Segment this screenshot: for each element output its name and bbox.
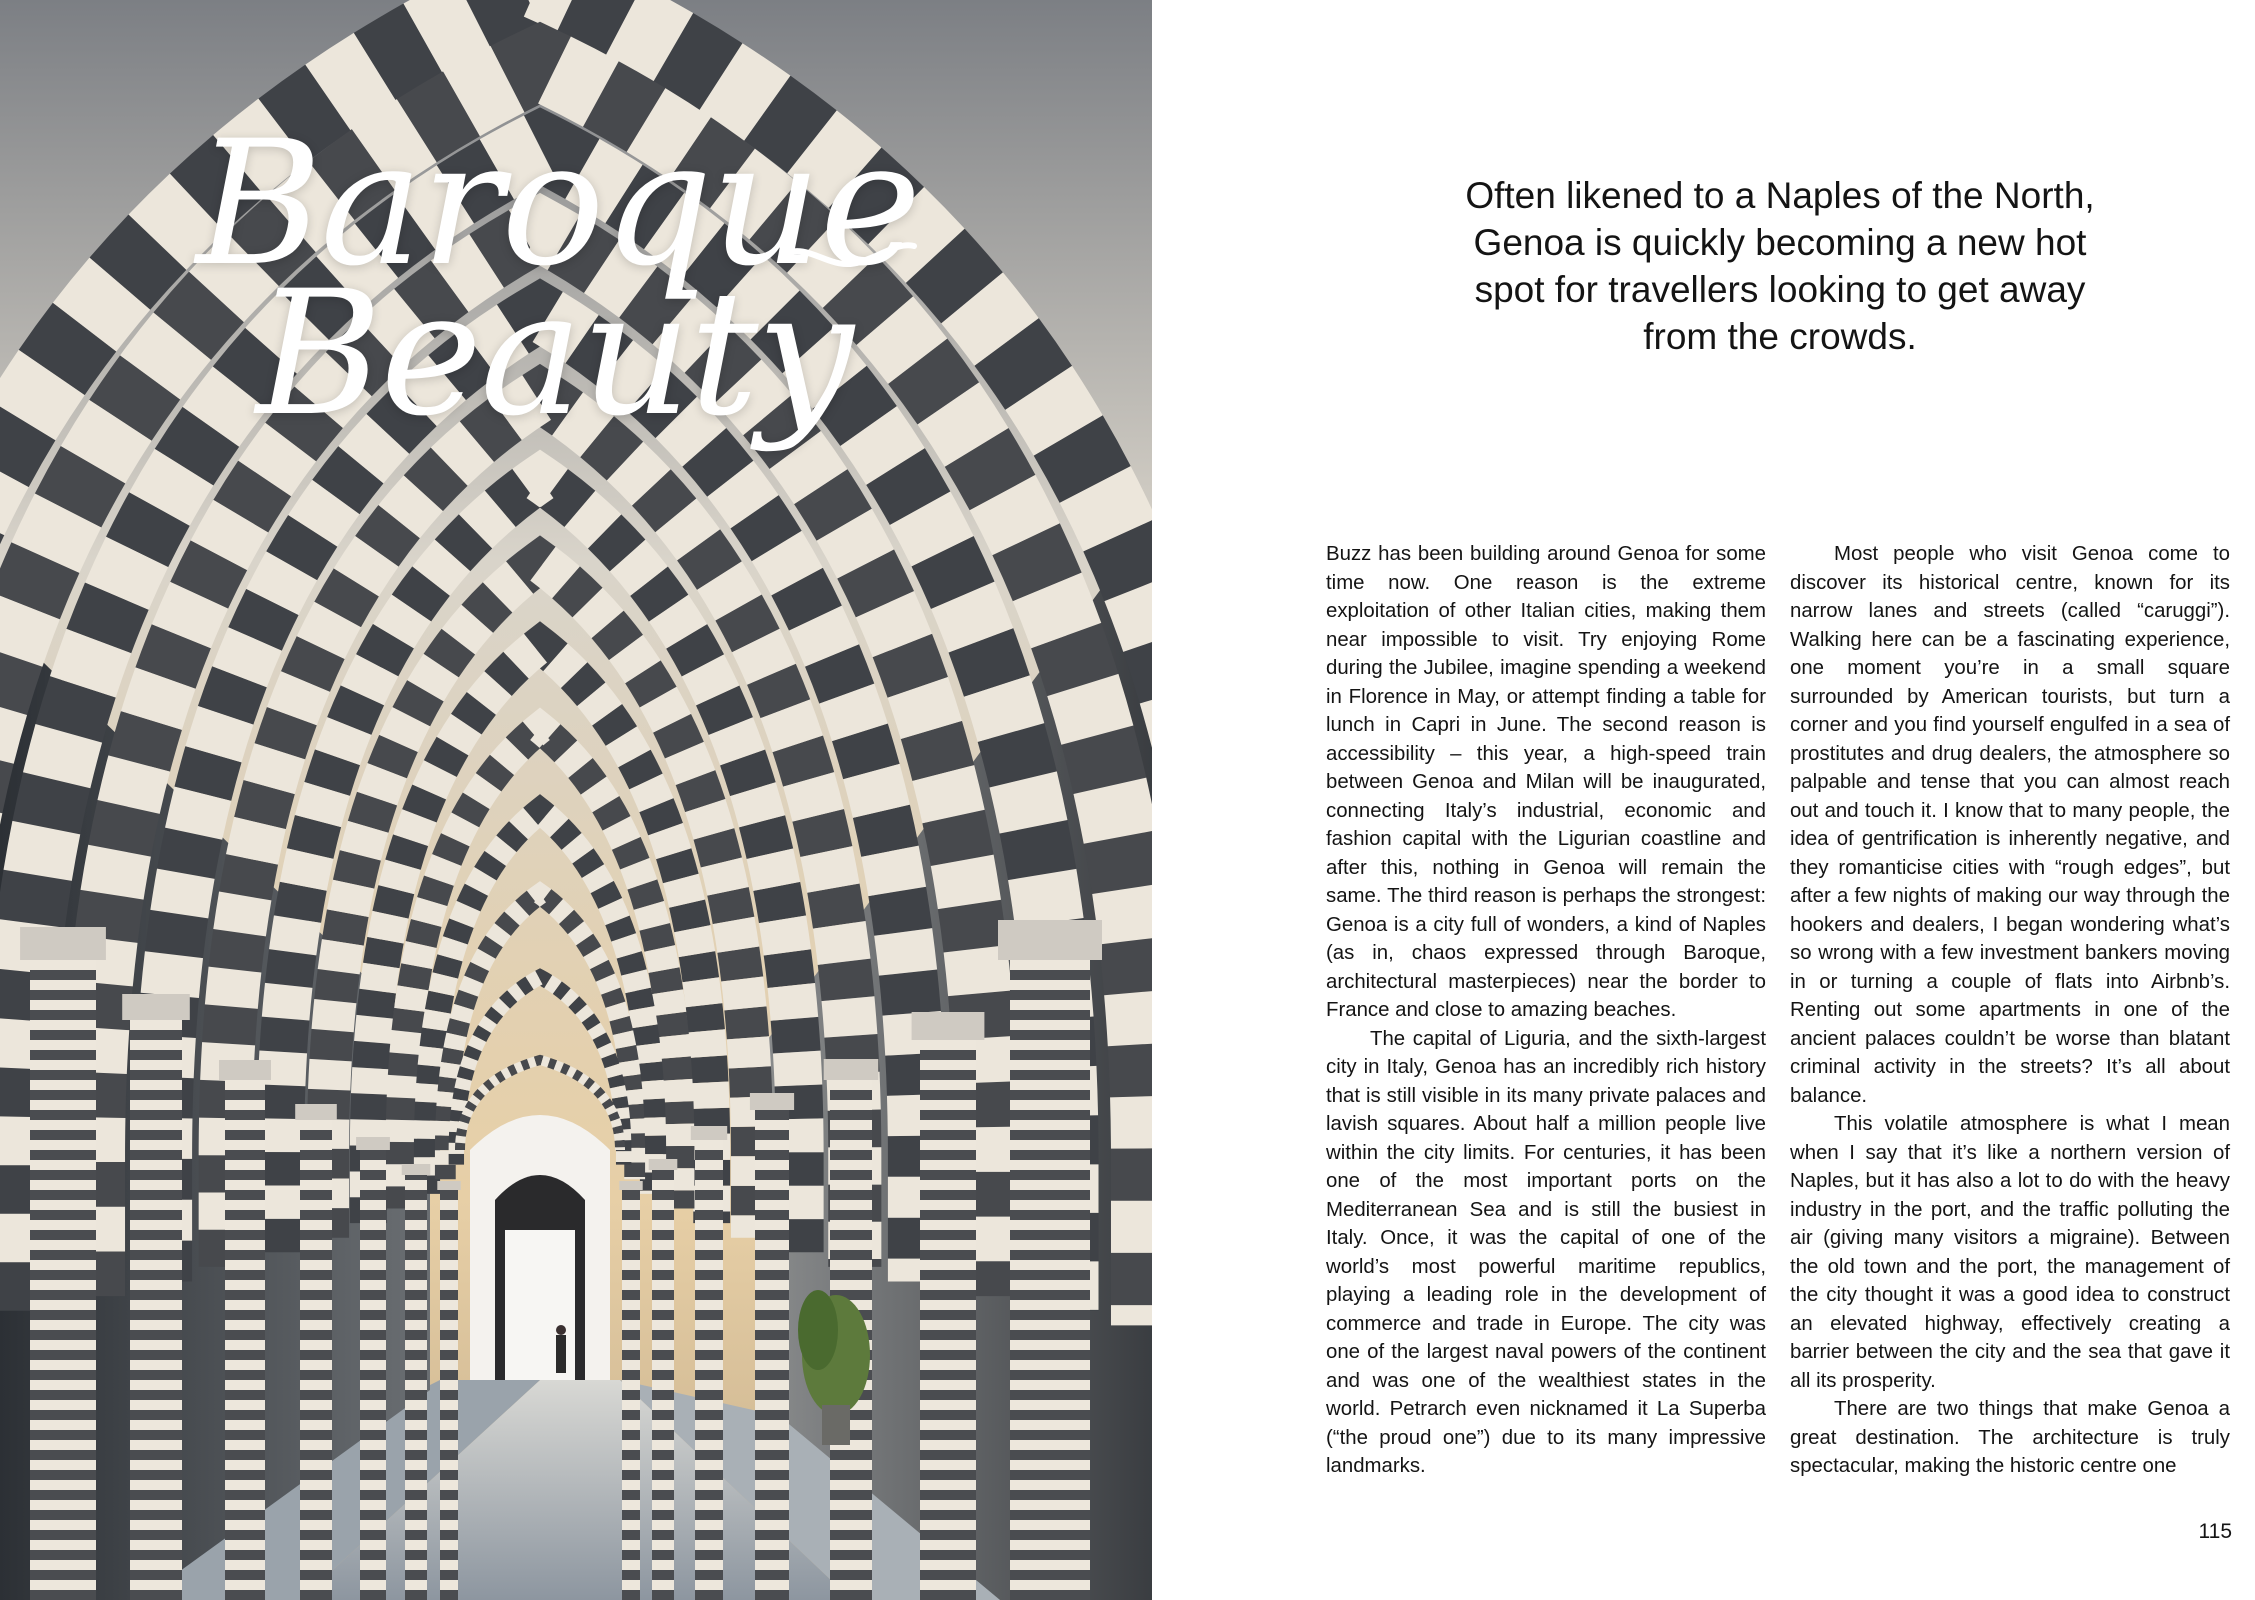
left-column-capital	[402, 1164, 431, 1175]
right-column-capital	[750, 1093, 794, 1110]
body-paragraph: There are two things that make Genoa a great destination. The architecture is truly spectacular, making the historic centre one	[1790, 1398, 2230, 1477]
headline-line-2: Beauty	[256, 253, 852, 454]
title-swash-ornament	[780, 232, 920, 282]
left-column	[225, 1080, 265, 1600]
right-column	[622, 1190, 640, 1600]
body-column-left	[1326, 540, 1766, 1481]
left-column	[30, 960, 96, 1600]
left-column-capital	[437, 1181, 460, 1190]
right-column	[652, 1170, 674, 1600]
left-column	[130, 1020, 182, 1600]
left-column	[360, 1150, 386, 1600]
body-column-right	[1790, 540, 2230, 1481]
right-column-capital	[912, 1012, 985, 1040]
right-column	[755, 1110, 789, 1600]
body-paragraph: This volatile atmosphere is what I mean when I say that it’s like a northern version of Naples, but it has also a lot to do with the heavy industry in the port, and the traffic polluting the air (giving many visitors a migraine). Between the old town and the port, the management of the city thought it was a good idea to construct an elevated highway, effectively creating a barrier between the city and the sea that gave it all its prosperity.	[1790, 1113, 2230, 1392]
left-column-capital	[20, 927, 106, 960]
right-column-capital	[998, 920, 1102, 960]
left-column	[300, 1120, 332, 1600]
body-paragraph: Most people who visit Genoa come to discover its historical centre, known for its narrow lanes and streets (called “caruggi”). Walking here can be a fascinating experience, one moment you’re in a small square surrounded by American tourists, but turn a corner and you find yourself engulfed in a sea of prostitutes and drug dealers, the atmosphere so palpable and tense that you can almost reach out and touch it. I know that to many people, the idea of gentrification is inherently negative, and they romanticise cities with “rough edges”, but after a few nights of making our way through the hookers and dealers, I began wondering what’s so wrong with a few investment bankers moving in or turning a couple of flats into Airbnb’s. Renting out some apartments in one of the ancient palaces couldn’t be worse than blatant criminal activity in the streets? It’s all about balance.	[1790, 543, 2230, 1107]
left-column-capital	[219, 1060, 271, 1080]
standfirst-intro: Often likened to a Naples of the North, Genoa is quickly becoming a new hot spot for travellers looking to get away from the crowds.	[1465, 175, 2095, 357]
left-column	[405, 1175, 427, 1600]
left-column	[440, 1190, 458, 1600]
body-paragraph: Buzz has been building around Genoa for some time now. One reason is the extreme exploitation of other Italian cities, making them near impossible to visit. Try enjoying Rome during the Jubilee, imagine spending a weekend in Florence in May, or attempt finding a table for lunch in Capri in June. The second reason is accessibility – this year, a high-speed train between Genoa and Milan will be inaugurated, connecting Italy’s industrial, economic and fashion capital with the Ligurian coastline and after this, nothing in Genoa will remain the same. The third reason is perhaps the strongest: Genoa is a city full of wonders, a kind of Naples (as in, chaos expressed through Baroque, architectural masterpieces) near the border to France and close to amazing beaches.	[1326, 543, 1766, 1021]
left-column-capital	[295, 1104, 337, 1120]
left-column-capital	[122, 994, 190, 1020]
headline-line-1: Baroque	[196, 103, 920, 304]
left-column-capital	[356, 1137, 390, 1150]
headline	[0, 0, 1152, 600]
right-column-capital	[619, 1181, 642, 1190]
right-column	[1010, 960, 1090, 1600]
right-column	[695, 1140, 723, 1600]
page-number: 115	[2198, 1520, 2232, 1543]
body-paragraph: The capital of Liguria, and the sixth-largest city in Italy, Genoa has an incredibly rich history that is still visible in its many private palaces and lavish squares. About half a million people live within the city limits. For centuries, it has been one of the most important ports on the Mediterranean Sea and is still the busiest in Italy. Once, it was the capital of one of the world’s most powerful maritime republics, playing a leading role in the development of commerce and trade in Europe. The city was one of the largest naval powers of the continent and was one of the wealthiest states in the world. Petrarch even nicknamed it La Superba (“the proud one”) due to its many impressive landmarks.	[1326, 1027, 1766, 1477]
right-column	[920, 1040, 976, 1600]
right-column-capital	[824, 1059, 879, 1080]
right-column-capital	[691, 1126, 727, 1140]
right-column-capital	[649, 1159, 678, 1170]
